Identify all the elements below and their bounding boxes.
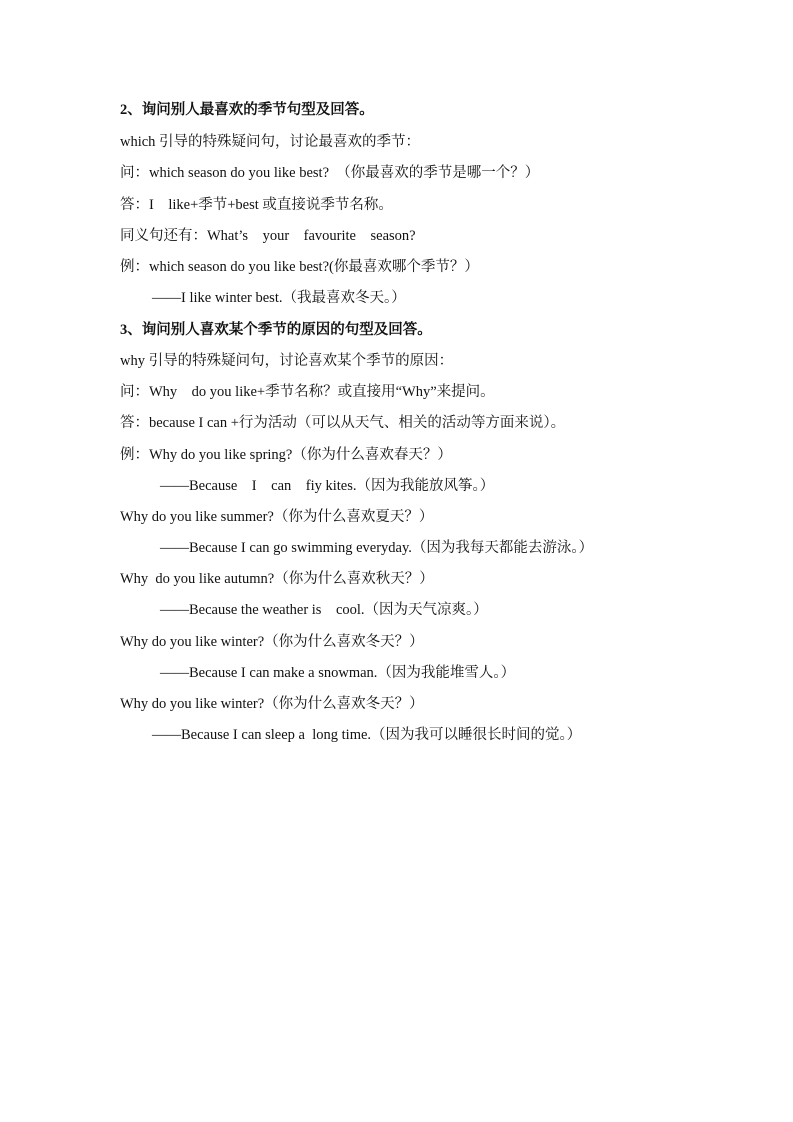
example-answer: ——Because I can go swimming everyday.（因为我每天都能去游泳。） <box>160 540 594 556</box>
section2-answer: 答：I like+季节+best 或直接说季节名称。 <box>120 197 393 213</box>
section2-heading: 2、询问别人最喜欢的季节句型及回答。 <box>120 102 374 118</box>
example-question: Why do you like winter?（你为什么喜欢冬天？） <box>120 696 424 712</box>
example-answer: ——Because I can make a snowman.（因为我能堆雪人。） <box>160 665 516 681</box>
section3-question: 问：Why do you like+季节名称？或直接用“Why”来提问。 <box>120 384 495 400</box>
section3-heading: 3、询问别人喜欢某个季节的原因的句型及回答。 <box>120 322 432 338</box>
section3-intro: why 引导的特殊疑问句，讨论喜欢某个季节的原因： <box>120 353 454 369</box>
example-answer: ——Because I can fiy kites.（因为我能放风筝。） <box>160 478 495 494</box>
example-answer: ——Because I can sleep a long time.（因为我可以睡很长时间的觉。） <box>152 727 582 743</box>
section3-answer: 答：because I can +行为活动（可以从天气、相关的活动等方面来说）。 <box>120 415 566 431</box>
section2-intro: which 引导的特殊疑问句，讨论最喜欢的季节： <box>120 134 421 150</box>
example-question: Why do you like winter?（你为什么喜欢冬天？） <box>120 634 424 650</box>
section2-synonym: 同义句还有：What’s your favourite season? <box>120 228 416 244</box>
example-answer: ——Because the weather is cool.（因为天气凉爽。） <box>160 602 488 618</box>
example-question: 例：Why do you like spring?（你为什么喜欢春天？） <box>120 447 452 463</box>
section2-question: 问：which season do you like best? （你最喜欢的季节是哪一个？） <box>120 165 540 181</box>
example-question: Why do you like autumn?（你为什么喜欢秋天？） <box>120 571 434 587</box>
example-question: Why do you like summer?（你为什么喜欢夏天？） <box>120 509 434 525</box>
section2-example-answer: ——I like winter best.（我最喜欢冬天。） <box>152 290 406 306</box>
section2-example-question: 例：which season do you like best?(你最喜欢哪个季节？） <box>120 259 479 275</box>
